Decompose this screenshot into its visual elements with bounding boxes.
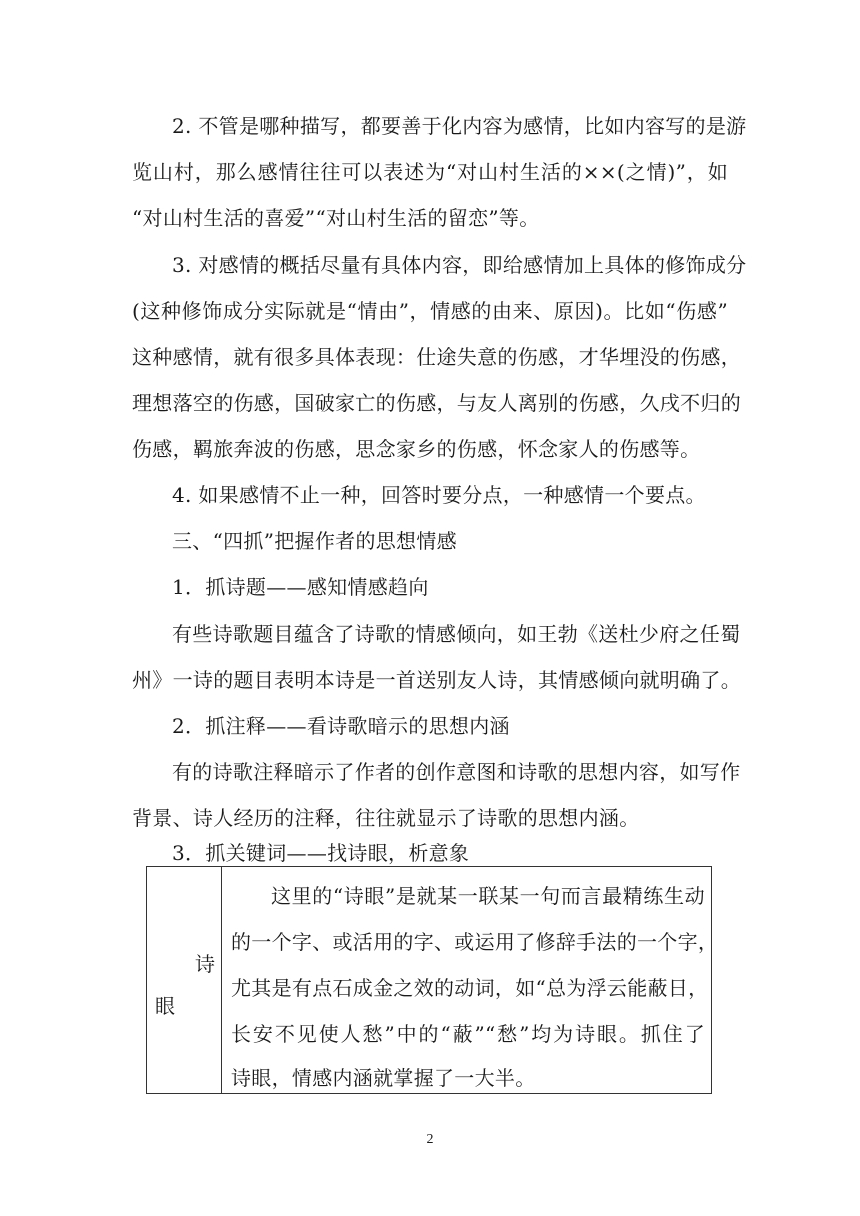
table-definition-line-2: 的一个字、或活用的字、或运用了修辞手法的一个字， bbox=[231, 930, 719, 954]
table-definition-line-5: 诗眼，情感内涵就掌握了一大半。 bbox=[231, 1066, 536, 1090]
poem-eye-table bbox=[146, 866, 719, 1094]
paragraph-3-line-4: 理想落空的伤感，国破家亡的伤感，与友人离别的伤感，久戌不归的 bbox=[132, 391, 741, 415]
item-2-body-line-1: 有的诗歌注释暗示了作者的创作意图和诗歌的思想内容，如写作 bbox=[172, 760, 741, 784]
item-1-heading: 1．抓诗题——感知情感趋向 bbox=[172, 575, 429, 599]
table-definition-line-4: 长安不见使人愁”中的“蔽”“愁”均为诗眼。抓住了 bbox=[231, 1022, 705, 1046]
section-3-heading: 三、“四抓”把握作者的思想情感 bbox=[172, 529, 457, 553]
table-definition-line-1: 这里的“诗眼”是就某一联某一句而言最精练生动 bbox=[271, 884, 705, 908]
paragraph-3-line-2: (这种修饰成分实际就是“情由”，情感的由来、原因)。比如“伤感” bbox=[132, 299, 728, 323]
table-term-char-2: 眼 bbox=[155, 994, 175, 1018]
paragraph-3-line-3: 这种感情，就有很多具体表现：仕途失意的伤感，才华埋没的伤感， bbox=[132, 345, 741, 369]
paragraph-2-line-1: 2. 不管是哪种描写，都要善于化内容为感情，比如内容写的是游 bbox=[172, 114, 747, 138]
paragraph-3-line-5: 伤感，羁旅奔波的伤感，思念家乡的伤感，怀念家人的伤感等。 bbox=[132, 437, 701, 461]
table-column-divider bbox=[221, 867, 222, 1093]
item-1-body-line-2: 州》一诗的题目表明本诗是一首送别友人诗，其情感倾向就明确了。 bbox=[132, 668, 741, 692]
paragraph-3-line-1: 3. 对感情的概括尽量有具体内容，即给感情加上具体的修饰成分 bbox=[172, 253, 747, 277]
paragraph-2-line-2: 览山村，那么感情往往可以表述为“对山村生活的××(之情)”，如 bbox=[132, 160, 728, 184]
item-2-body-line-2: 背景、诗人经历的注释，往往就显示了诗歌的思想内涵。 bbox=[132, 806, 640, 830]
table-term-char-1: 诗 bbox=[195, 952, 215, 976]
table-definition-line-3: 尤其是有点石成金之效的动词，如“总为浮云能蔽日， bbox=[231, 976, 709, 1000]
page-number: 2 bbox=[426, 1132, 434, 1147]
paragraph-4-line-1: 4. 如果感情不止一种，回答时要分点，一种感情一个要点。 bbox=[172, 483, 706, 507]
item-1-body-line-1: 有些诗歌题目蕴含了诗歌的情感倾向，如王勃《送杜少府之任蜀 bbox=[172, 622, 741, 646]
paragraph-2-line-3: “对山村生活的喜爱”“对山村生活的留恋”等。 bbox=[132, 206, 540, 230]
item-3-heading: 3．抓关键词——找诗眼，析意象 bbox=[172, 841, 470, 865]
item-2-heading: 2．抓注释——看诗歌暗示的思想内涵 bbox=[172, 714, 510, 738]
